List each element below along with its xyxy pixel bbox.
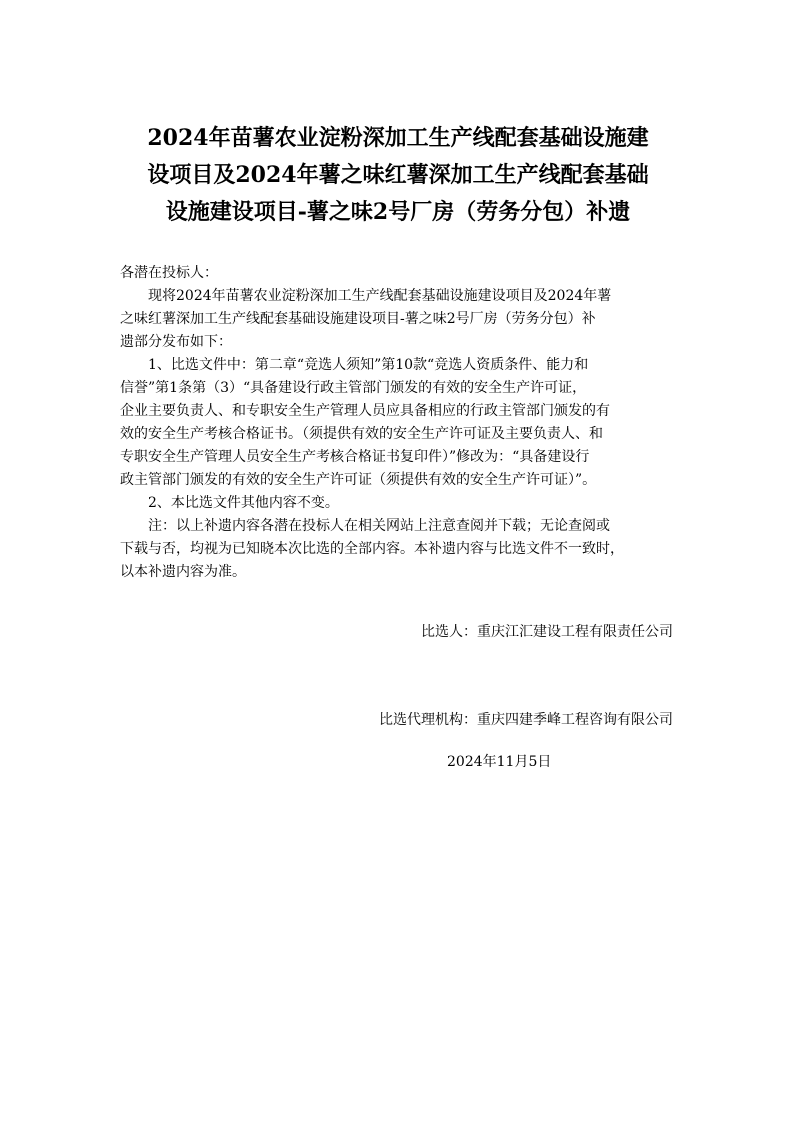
item1-line-4: 效的安全生产考核合格证书。（须提供有效的安全生产许可证及主要负责人、和 <box>120 426 603 442</box>
note-line-1: 注：以上补遗内容各潜在投标人在相关网站上注意查阅并下载；无论查阅或 <box>148 518 610 534</box>
item1-line-3: 企业主要负责人、和专职安全生产管理人员应具备相应的行政主管部门颁发的有 <box>120 403 610 419</box>
bidder-signature: 比选人：重庆江汇建设工程有限责任公司 <box>421 624 673 640</box>
intro-line-2: 之味红薯深加工生产线配套基础设施建设项目-薯之味2号厂房（劳务分包）补 <box>120 311 596 327</box>
title-line-1: 2024年苗薯农业淀粉深加工生产线配套基础设施建 <box>147 125 649 151</box>
document-body <box>120 262 676 584</box>
item1-line-2: 信誉”第1条第（3）“具备建设行政主管部门颁发的有效的安全生产许可证， <box>120 380 587 396</box>
note-line-3: 以本补遗内容为准。 <box>120 564 246 580</box>
item2: 2、本比选文件其他内容不变。 <box>148 495 339 511</box>
document-title <box>112 120 684 231</box>
intro-line-3: 遗部分发布如下： <box>120 334 232 350</box>
note-line-2: 下载与否，均视为已知晓本次比选的全部内容。本补遗内容与比选文件不一致时， <box>120 541 624 557</box>
item1-line-5: 专职安全生产管理人员安全生产考核合格证书复印件）”修改为：“具备建设行 <box>120 449 590 465</box>
title-line-2: 设项目及2024年薯之味红薯深加工生产线配套基础 <box>147 162 649 188</box>
title-line-3: 设施建设项目-薯之味2号厂房（劳务分包）补遗 <box>165 199 631 225</box>
item1-line-6: 政主管部门颁发的有效的安全生产许可证（须提供有效的安全生产许可证）”。 <box>120 472 597 488</box>
agent-signature: 比选代理机构：重庆四建季峰工程咨询有限公司 <box>379 712 673 728</box>
intro-line-1: 现将2024年苗薯农业淀粉深加工生产线配套基础设施建设项目及2024年薯 <box>148 288 612 304</box>
salutation: 各潜在投标人： <box>120 265 218 281</box>
item1-line-1: 1、比选文件中：第二章“竞选人须知”第10款“竞选人资质条件、能力和 <box>148 357 589 373</box>
issue-date: 2024年11月5日 <box>447 754 552 770</box>
